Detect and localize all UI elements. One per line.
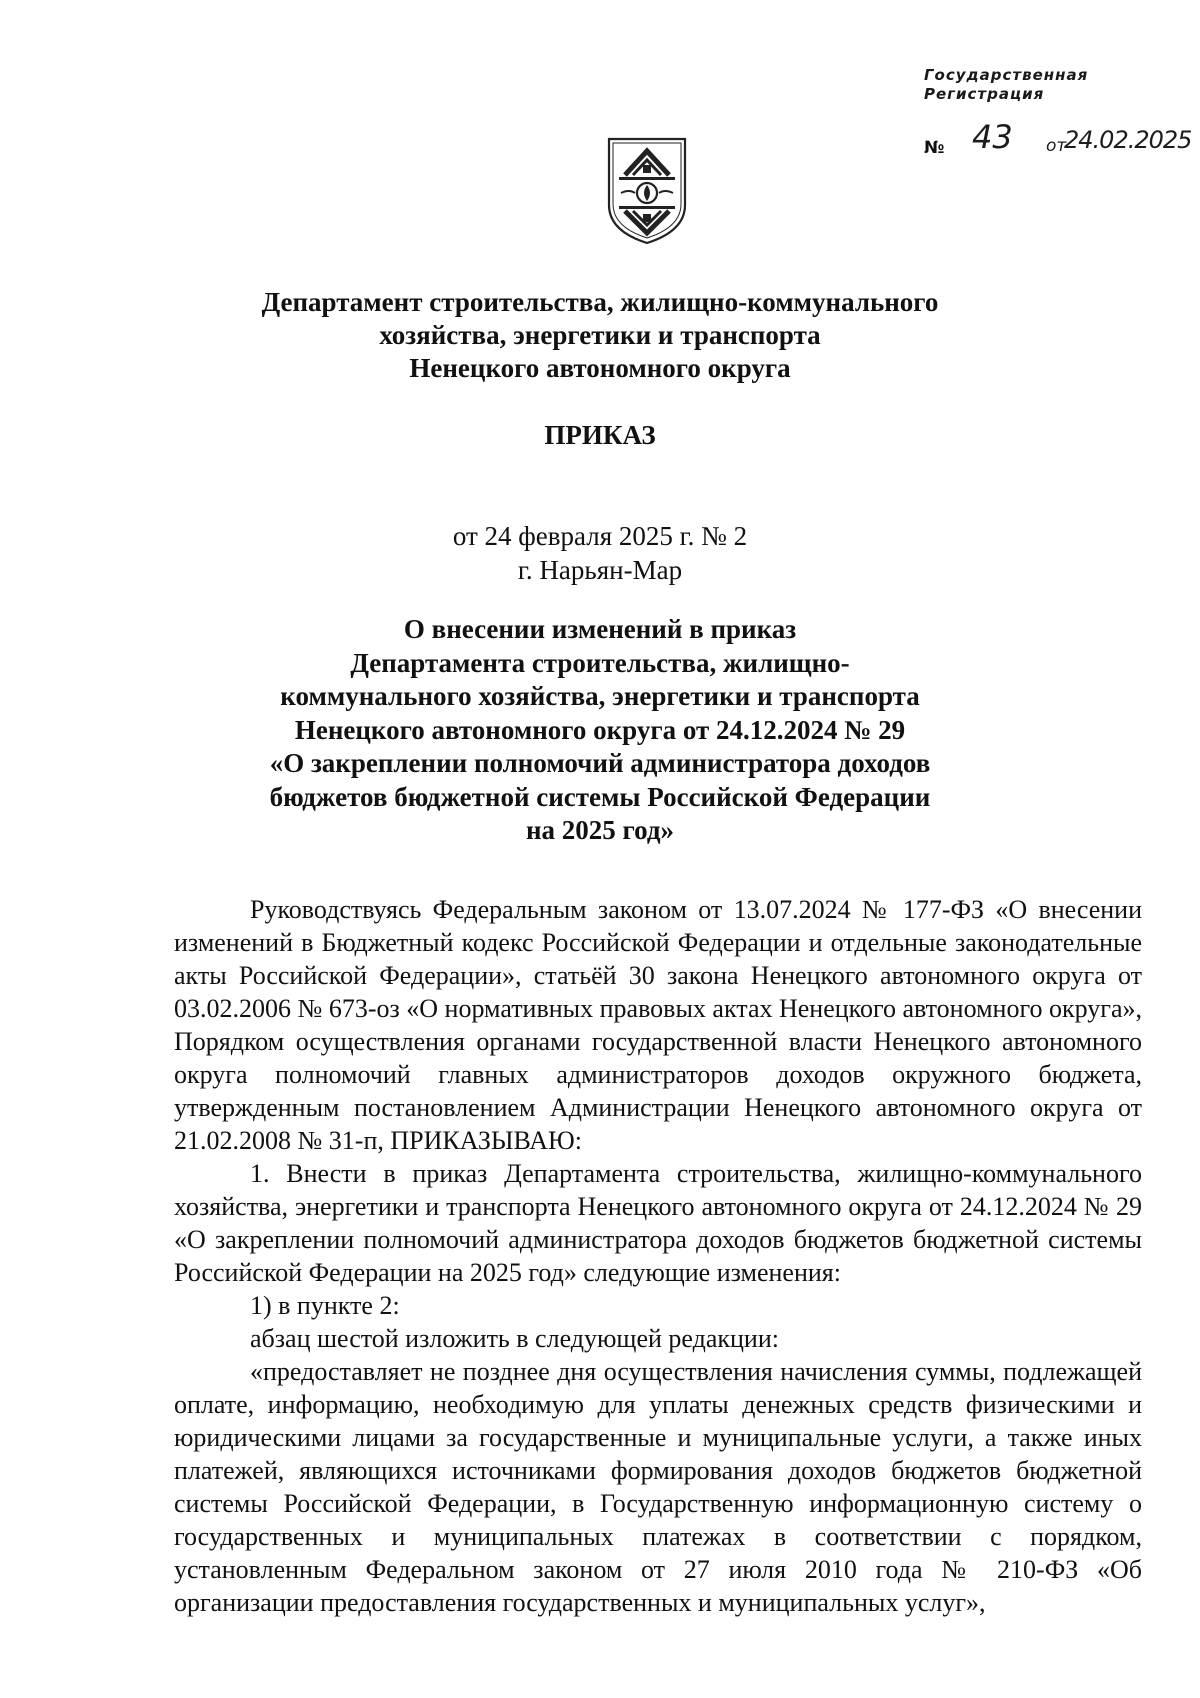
subject-line-7: на 2025 год» [525,815,675,845]
registration-date: 24.02.2025 [1064,126,1192,154]
subject-line-1: О внесении изменений в приказ [403,614,797,644]
paragraph-preamble: Руководствуясь Федеральным законом от 13.07.2024 № 177-ФЗ «О внесении изменений в Бюджетный кодекс Российской Федерации и отдельные законодательные акты Российской Федерации», статьёй 30 закона Ненецкого автономного округа от 03.02.2006 № 673-оз «О нормативных правовых актах Ненецкого автономного округа», Порядком осуществления органами государственной власти Ненецкого автономного округа полномочий главных администраторов доходов окружного бюджета, утвержденным постановлением Администрации Ненецкого автономного округа от 21.02.2008 № 31-п, ПРИКАЗЫВАЮ: [174,895,1142,1155]
stamp-line-1: Государственная [924,66,1089,84]
subject-line-2: Департамента строительства, жилищно- [350,647,850,678]
order-date-number [0,519,1200,587]
order-subject [0,613,1200,848]
department-line-1: Департамент строительства, жилищно-коммунального [261,287,939,317]
subject-line-5: «О закреплении полномочий администратора доходов [269,748,931,778]
document-type-title: ПРИКАЗ [544,420,656,450]
nenets-coat-of-arms-icon [605,135,689,247]
registration-number: 43 [972,118,1013,156]
department-name [0,286,1200,385]
paragraph-subitem-1: 1) в пункте 2: [250,1291,400,1320]
stamp-date-prefix: от [1046,136,1067,156]
order-body [174,893,1142,1619]
stamp-number-sign: № [924,138,945,158]
registration-stamp [924,66,1192,176]
subject-line-3: коммунального хозяйства, энергетики и транспорта [280,681,920,711]
paragraph-instruction: абзац шестой изложить в следующей редакции: [250,1324,779,1353]
stamp-number-row [924,118,1192,168]
order-city: г. Нарьян-Мар [517,555,683,585]
department-line-3: Ненецкого автономного округа [409,353,791,383]
subject-line-6: бюджетов бюджетной системы Российской Федерации [269,781,931,812]
department-line-2: хозяйства, энергетики и транспорта [379,320,821,350]
stamp-line-2: Регистрация [924,85,1045,103]
subject-line-4: Ненецкого автономного округа от 24.12.2024 № 29 [294,714,906,745]
order-date: от 24 февраля 2025 г. № 2 [452,521,748,551]
paragraph-new-wording: «предоставляет не позднее дня осуществления начисления суммы, подлежащей оплате, информацию, необходимую для уплаты денежных средств физическими и юридическими лицами за государственные и муниципальные услуги, а также иных платежей, являющихся источниками формирования доходов бюджетов бюджетной системы Российской Федерации, в Государственную информационную систему о государственных и муниципальных платежах в соответствии с порядком, установленным Федеральном законом от 27 июля 2010 года № 210-ФЗ «Об организации предоставления государственных и муниципальных услуг», [174,1357,1142,1617]
paragraph-item-1: 1. Внести в приказ Департамента строительства, жилищно-коммунального хозяйства, энергетики и транспорта Ненецкого автономного округа от 24.12.2024 № 29 «О закреплении полномочий администратора доходов бюджетов бюджетной системы Российской Федерации на 2025 год» следующие изменения: [174,1159,1142,1287]
